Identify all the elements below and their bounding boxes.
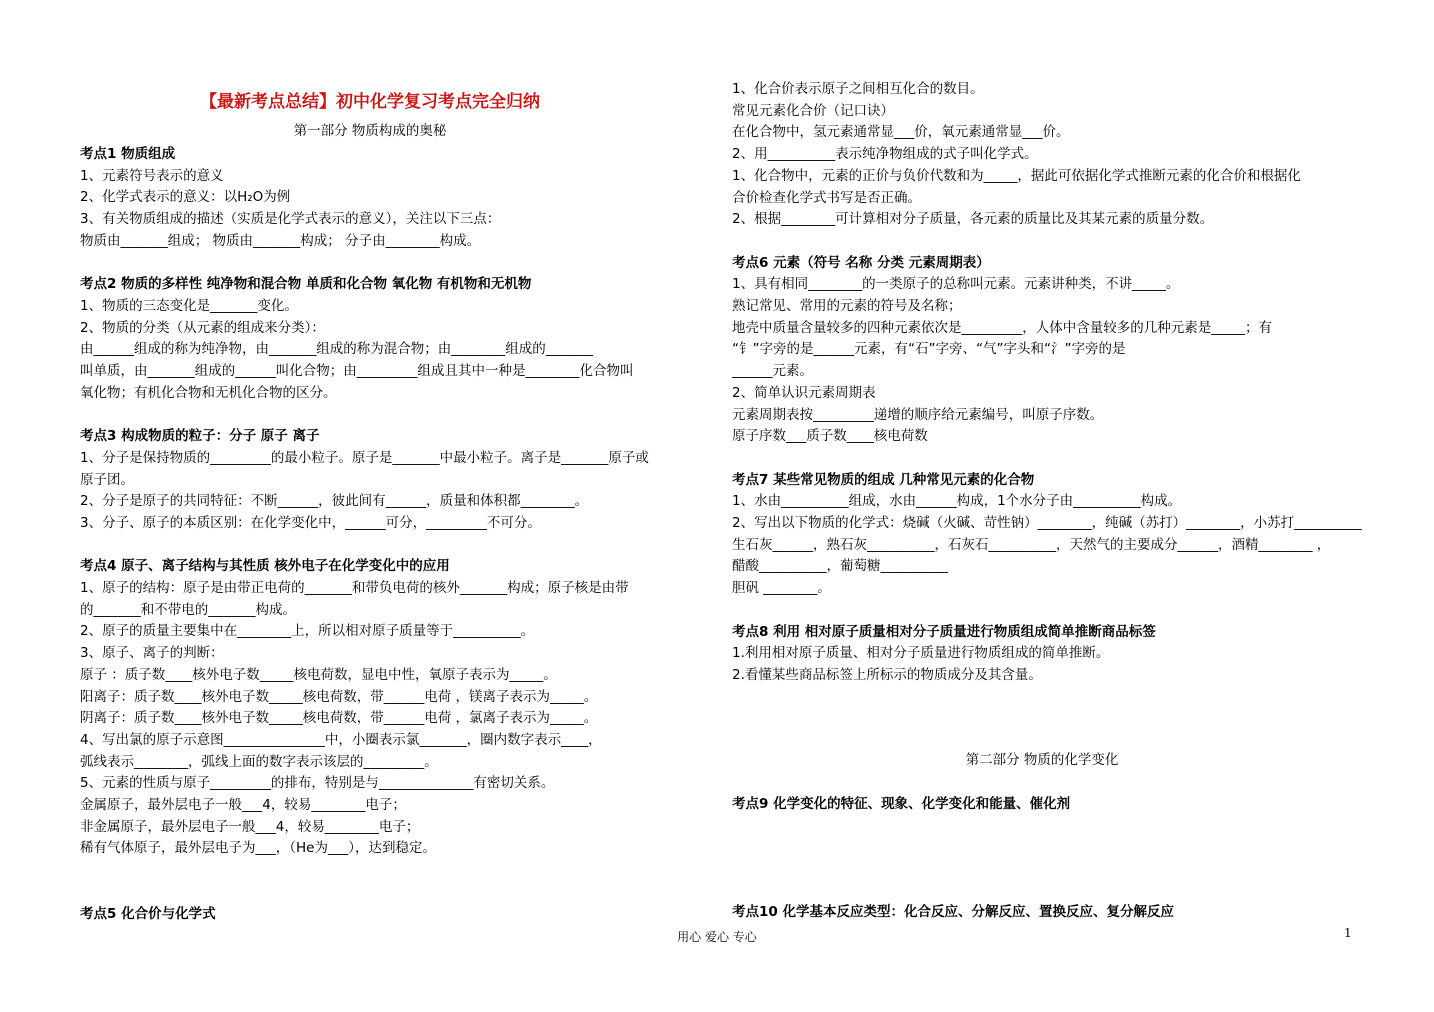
text-line: 1、水由__________组成，水由______构成，1个水分子由__________构成。 xyxy=(732,493,1182,510)
section-heading: 考点6 元素（符号 名称 分类 元素周期表） xyxy=(732,254,990,271)
text-line: 弧线表示________，弧线上面的数字表示该层的_________。 xyxy=(80,753,438,770)
section-heading-kp9: 考点9 化学变化的特征、现象、化学变化和能量、催化剂 xyxy=(732,796,1071,812)
part2-heading: 第二部分 物质的化学变化 xyxy=(965,752,1119,768)
text-line: 非金属原子，最外层电子一般___4，较易________电子； xyxy=(80,818,420,835)
page-footer: 用心 爱心 专心 xyxy=(677,930,757,944)
text-line: 1、化合价表示原子之间相互化合的数目。 xyxy=(732,81,984,97)
text-line: 1、元素符号表示的意义 xyxy=(80,167,224,184)
text-line: 3、原子、离子的判断： xyxy=(80,645,224,662)
text-line: 3、分子、原子的本质区别：在化学变化中，______可分，_________不可分。 xyxy=(80,514,541,531)
text-line: 稀有气体原子，最外层电子为___，（He为___），达到稳定。 xyxy=(80,840,436,857)
section-heading: 考点7 某些常见物质的组成 几种常见元素的化合物 xyxy=(732,471,1035,488)
text-line: 4、写出氯的原子示意图_______________中，小圈表示氯_______，圈内数字表示____， xyxy=(80,731,602,748)
text-line: 2、根据________可计算相对分子质量，各元素的质量比及其某元素的质量分数。 xyxy=(732,211,1214,228)
text-line: 阴离子：质子数____核外电子数_____核电荷数，带______电荷 ，氯离子表示为_____。 xyxy=(80,710,598,727)
text-line: 1.利用相对原子质量、相对分子质量进行物质组成的简单推断。 xyxy=(732,645,1110,662)
page-number: 1 xyxy=(1344,926,1352,940)
section-heading-kp10: 考点10 化学基本反应类型：化合反应、分解反应、置换反应、复分解反应 xyxy=(732,904,1174,920)
text-line: 金属原子，最外层电子一般___4，较易________电子； xyxy=(80,797,406,813)
text-line: 胆矾 ________。 xyxy=(732,580,831,597)
text-line: 2、用__________表示纯净物组成的式子叫化学式。 xyxy=(732,146,1038,163)
text-line: 醋酸__________，葡萄糖__________ xyxy=(732,558,948,575)
text-line: 原子序数___质子数____核电荷数 xyxy=(732,428,928,445)
text-line: 2、写出以下物质的化学式：烧碱（火碱、苛性钠）________，纯碱（苏打）________，小苏打__________ xyxy=(732,515,1362,531)
text-line: ______元素。 xyxy=(732,363,813,380)
text-line: 2、化学式表示的意义：以H₂O为例 xyxy=(80,189,291,206)
text-line: 熟记常见、常用的元素的符号及名称； xyxy=(732,298,962,314)
section-heading: 考点3 构成物质的粒子：分子 原子 离子 xyxy=(80,428,320,445)
text-line: 2、原子的质量主要集中在________上，所以相对原子质量等于__________。 xyxy=(80,623,535,640)
section-heading: 考点8 利用 相对原子质量相对分子质量进行物质组成简单推断商品标签 xyxy=(732,623,1156,640)
text-line: 5、元素的性质与原子_________的排布，特别是与______________有密切关系。 xyxy=(80,775,555,792)
text-line: 叫单质，由_______组成的______叫化合物；由_________组成且其中一种是________化合物叫 xyxy=(80,363,634,379)
text-line: 2.看懂某些商品标签上所标示的物质成分及其含量。 xyxy=(732,666,1042,683)
text-line: 2、分子是原子的共同特征：不断______，彼此间有______，质量和体积都________。 xyxy=(80,493,589,510)
text-line: 2、物质的分类（从元素的组成来分类）： xyxy=(80,319,325,336)
text-line: 常见元素化合价（记口诀） xyxy=(732,102,894,119)
text-line: 阳离子：质子数____核外电子数_____核电荷数，带______电荷 ，镁离子表示为_____。 xyxy=(80,688,598,705)
text-line: 氧化物；有机化合物和无机化合物的区分。 xyxy=(80,384,337,401)
text-line: 1、原子的结构：原子是由带正电荷的_______和带负电荷的核外_______构成；原子核是由带 xyxy=(80,580,629,596)
text-line: “钅”字旁的是______元素，有“石”字旁、“气”字头和“氵”字旁的是 xyxy=(732,341,1126,358)
section-heading: 考点2 物质的多样性 纯净物和混合物 单质和化合物 氧化物 有机物和无机物 xyxy=(80,276,532,293)
text-line: 地壳中质量含量较多的四种元素依次是_________，人体中含量较多的几种元素是_____；有 xyxy=(732,319,1272,336)
text-line: 的_______和不带电的_______构成。 xyxy=(80,601,296,618)
text-line: 1、物质的三态变化是_______变化。 xyxy=(80,297,298,314)
section-heading: 考点4 原子、离子结构与其性质 核外电子在化学变化中的应用 xyxy=(80,558,450,575)
section-heading: 考点5 化合价与化学式 xyxy=(80,905,216,922)
text-line: 1、分子是保持物质的_________的最小粒子。原子是_______中最小粒子。离子是_______原子或 xyxy=(80,449,649,466)
section-heading: 考点1 物质组成 xyxy=(80,146,176,162)
text-line: 1、化合物中，元素的正价与负价代数和为_____，据此可依据化学式推断元素的化合价和根据化 xyxy=(732,167,1301,184)
part1-heading: 第一部分 物质构成的奥秘 xyxy=(293,123,447,139)
text-line: 2、简单认识元素周期表 xyxy=(732,384,876,401)
text-line: 原子团。 xyxy=(80,471,134,488)
text-line: 1、具有相同________的一类原子的总称叫元素。元素讲种类，不讲_____。 xyxy=(732,276,1180,293)
text-line: 在化合物中，氢元素通常显___价，氧元素通常显___价。 xyxy=(732,124,1070,141)
text-line: 生石灰______，熟石灰__________，石灰石__________，天然气的主要成分______，酒精________ ， xyxy=(732,536,1331,553)
document-title: 【最新考点总结】初中化学复习考点完全归纳 xyxy=(200,92,540,112)
text-line: 由______组成的称为纯净物，由_______组成的称为混合物；由________组成的_______ xyxy=(80,341,593,358)
text-line: 3、有关物质组成的描述（实质是化学式表示的意义），关注以下三点： xyxy=(80,211,501,228)
text-line: 物质由_______组成； 物质由_______构成； 分子由________构成。 xyxy=(80,232,481,249)
text-line: 合价检查化学式书写是否正确。 xyxy=(732,189,921,206)
text-line: 原子 ：质子数____核外电子数_____核电荷数，显电中性，氧原子表示为_____。 xyxy=(80,666,557,683)
text-line: 元素周期表按_________递增的顺序给元素编号，叫原子序数。 xyxy=(732,406,1104,423)
